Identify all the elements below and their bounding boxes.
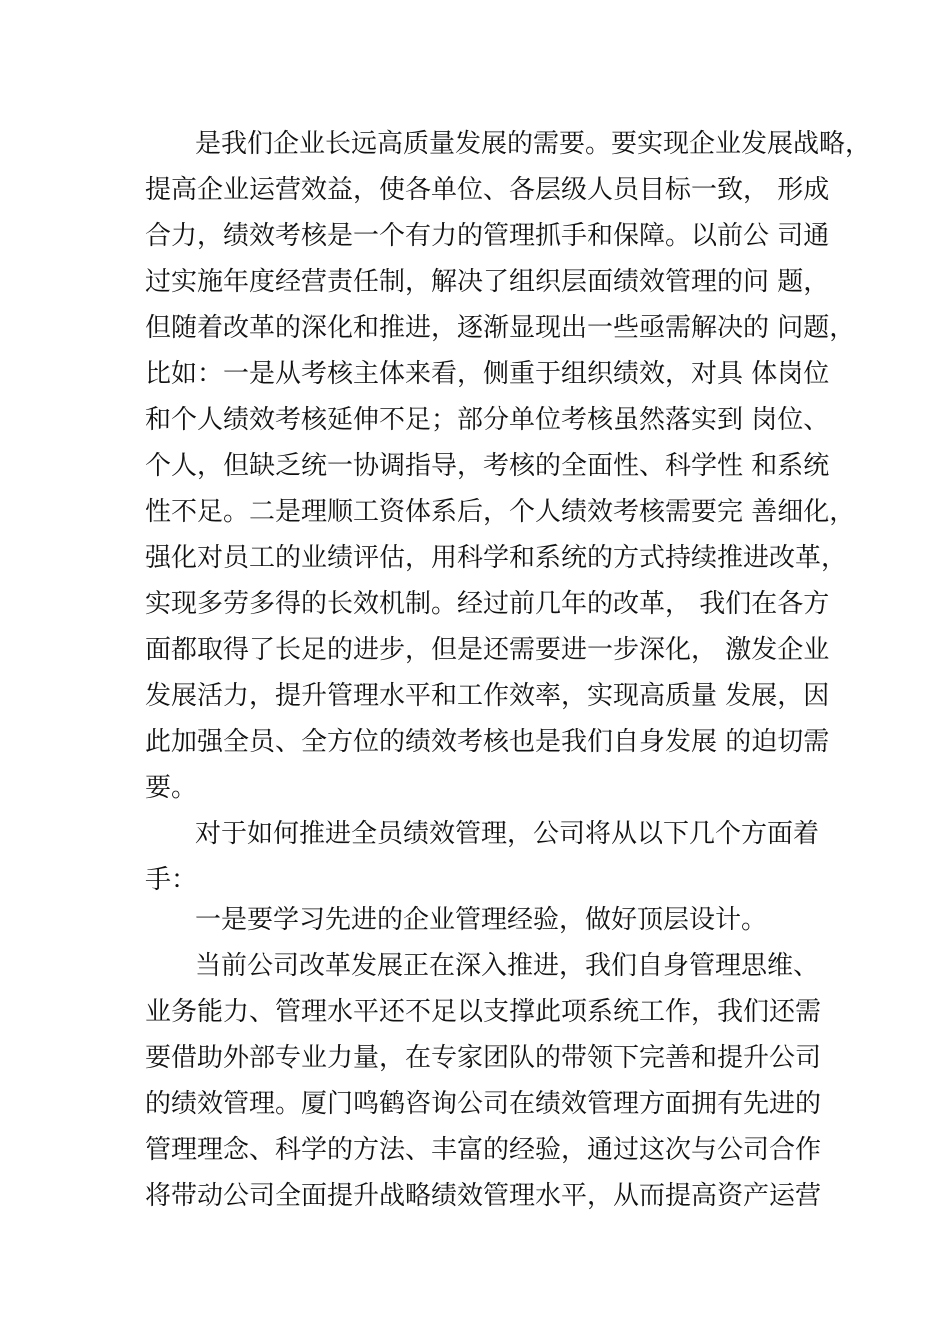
text-line: 业务能力、管理水平还不足以支撑此项系统工作，我们还需 [145, 997, 822, 1027]
text-line: 实现多劳多得的长效机制。经过前几年的改革， 我们在各方 [145, 589, 830, 619]
text-line: 面都取得了长足的进步，但是还需要进一步深化， 激发企业 [145, 635, 830, 665]
text-line: 个人，但缺乏统一协调指导，考核的全面性、科学性 和系统 [145, 451, 830, 481]
text-line: 发展活力，提升管理水平和工作效率，实现高质量 发展，因 [145, 681, 830, 711]
section-heading: 一是要学习先进的企业管理经验，做好顶层设计。 [195, 905, 768, 935]
text-line: 对于如何推进全员绩效管理，公司将从以下几个方面着 [195, 819, 820, 849]
text-line: 管理理念、科学的方法、丰富的经验，通过这次与公司合作 [145, 1135, 822, 1165]
text-line: 过实施年度经营责任制，解决了组织层面绩效管理的问 题， [145, 267, 830, 297]
text-line: 要。 [145, 773, 198, 803]
text-line: 要借助外部专业力量，在专家团队的带领下完善和提升公司 [145, 1043, 822, 1073]
text-line: 强化对员工的业绩评估，用科学和系统的方式持续推进改革， [145, 543, 848, 573]
text-line: 将带动公司全面提升战略绩效管理水平，从而提高资产运营 [145, 1181, 822, 1211]
text-line: 手： [145, 865, 198, 895]
text-line: 的绩效管理。厦门鸣鹤咨询公司在绩效管理方面拥有先进的 [145, 1089, 822, 1119]
text-line: 是我们企业长远高质量发展的需要。要实现企业发展战略， [195, 129, 872, 159]
text-line: 和个人绩效考核延伸不足；部分单位考核虽然落实到 岗位、 [145, 405, 830, 435]
text-line: 当前公司改革发展正在深入推进，我们自身管理思维、 [195, 951, 820, 981]
text-line: 但随着改革的深化和推进，逐渐显现出一些亟需解决的 问题， [145, 313, 856, 343]
text-line: 合力，绩效考核是一个有力的管理抓手和保障。以前公 司通 [145, 221, 830, 251]
text-line: 提高企业运营效益，使各单位、各层级人员目标一致， 形成 [145, 175, 830, 205]
text-line: 此加强全员、全方位的绩效考核也是我们自身发展 的迫切需 [145, 727, 830, 757]
text-line: 比如：一是从考核主体来看，侧重于组织绩效，对具 体岗位 [145, 359, 830, 389]
text-line: 性不足。二是理顺工资体系后，个人绩效考核需要完 善细化， [145, 497, 856, 527]
